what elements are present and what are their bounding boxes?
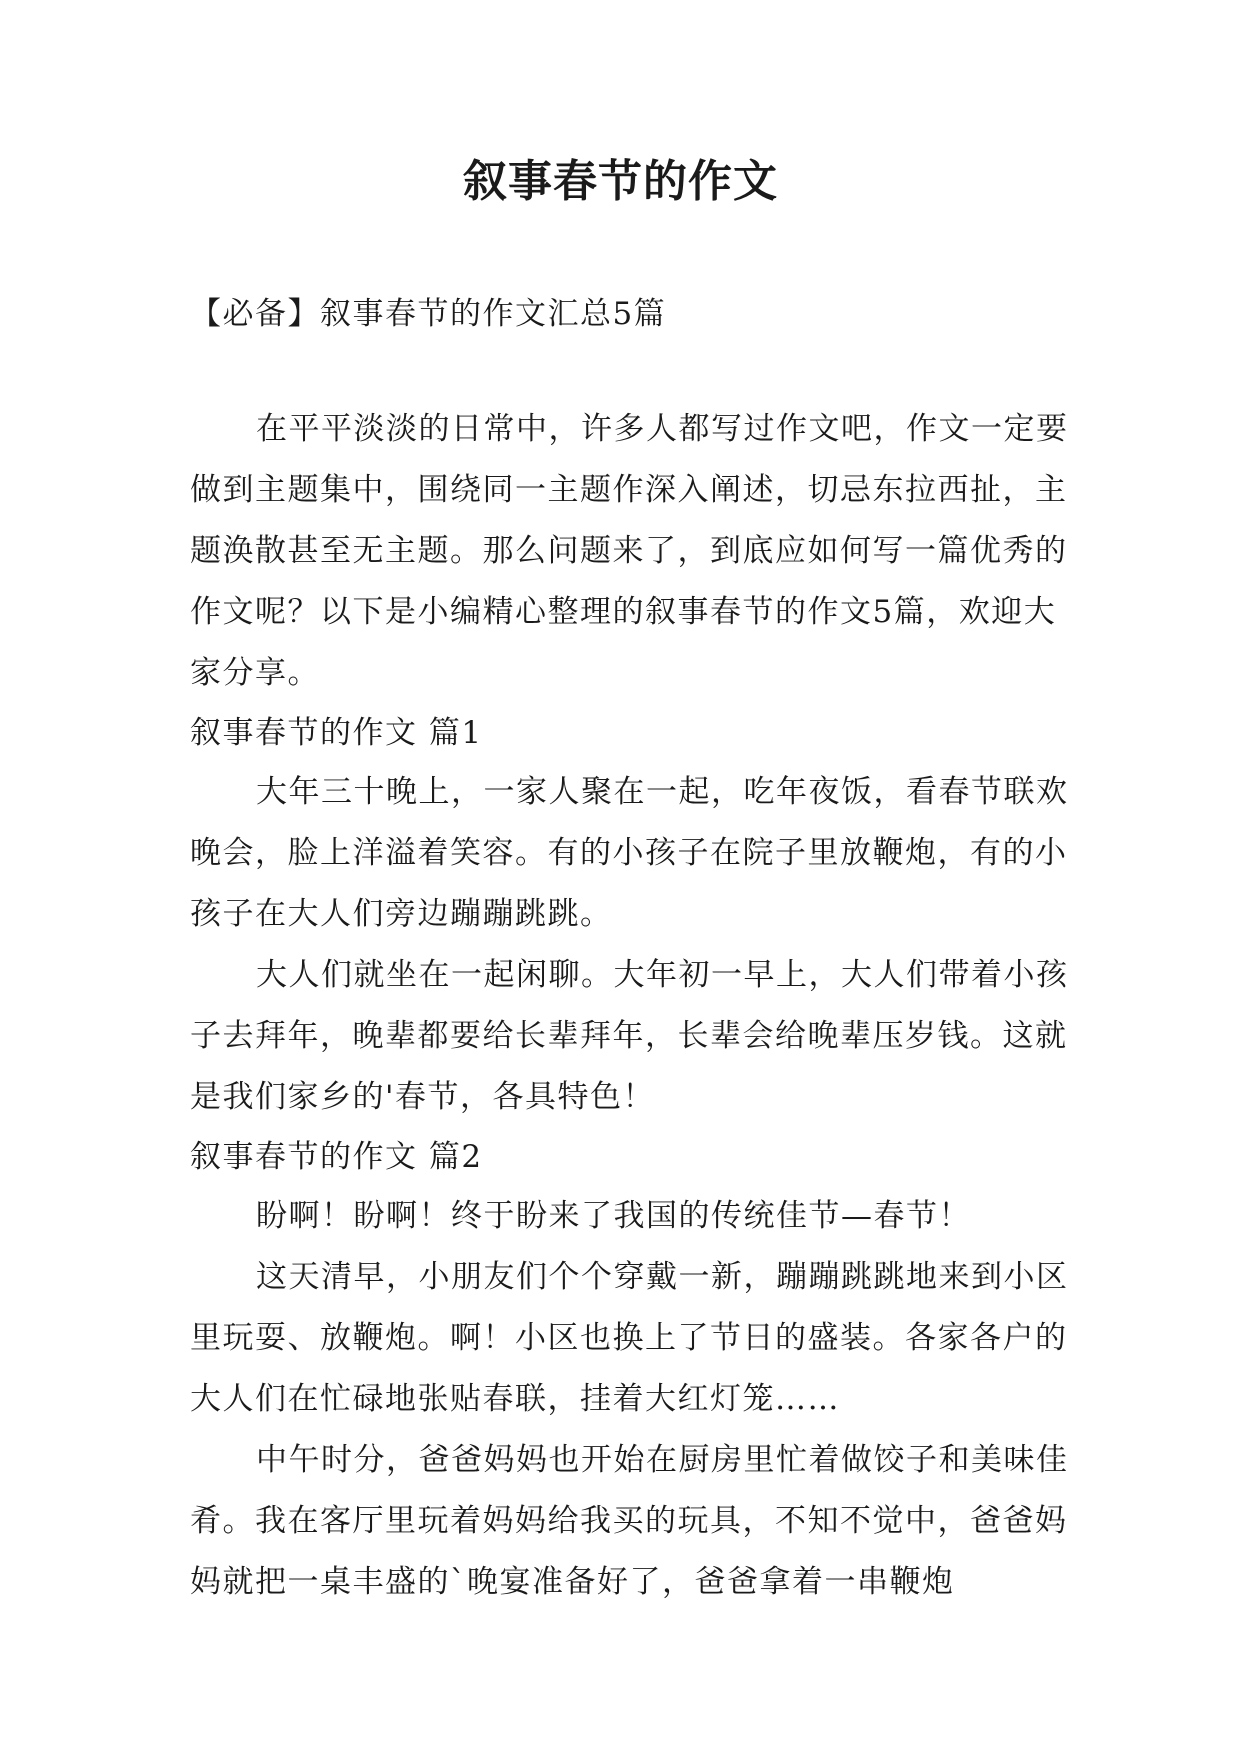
paragraph: 这天清早，小朋友们个个穿戴一新，蹦蹦跳跳地来到小区里玩耍、放鞭炮。啊！小区也换上了节日的盛装。各家各户的大人们在忙碌地张贴春联，挂着大红灯笼…… <box>190 1259 1069 1417</box>
document-title: 叙事春节的作文 <box>463 156 778 207</box>
paragraph: 中午时分，爸爸妈妈也开始在厨房里忙着做饺子和美味佳肴。我在客厅里玩着妈妈给我买的玩具，不知不觉中，爸爸妈妈就把一桌丰盛的`晚宴准备好了，爸爸拿着一串鞭炮 <box>190 1442 1069 1600</box>
section-heading-2: 叙事春节的作文 篇2 <box>190 1139 483 1175</box>
document-body <box>190 284 1070 1613</box>
document-subtitle: 【必备】叙事春节的作文汇总5篇 <box>190 296 667 332</box>
section-heading-1: 叙事春节的作文 篇1 <box>190 715 483 751</box>
paragraph: 大人们就坐在一起闲聊。大年初一早上，大人们带着小孩子去拜年，晚辈都要给长辈拜年，长辈会给晚辈压岁钱。这就是我们家乡的'春节，各具特色！ <box>190 957 1069 1115</box>
paragraph: 大年三十晚上，一家人聚在一起，吃年夜饭，看春节联欢晚会，脸上洋溢着笑容。有的小孩子在院子里放鞭炮，有的小孩子在大人们旁边蹦蹦跳跳。 <box>190 774 1069 932</box>
paragraph: 盼啊！盼啊！终于盼来了我国的传统佳节—春节！ <box>256 1198 971 1234</box>
paragraph-intro: 在平平淡淡的日常中，许多人都写过作文吧，作文一定要做到主题集中，围绕同一主题作深入阐述，切忌东拉西扯，主题涣散甚至无主题。那么问题来了，到底应如何写一篇优秀的作文呢？以下是小编精心整理的叙事春节的作文5篇，欢迎大家分享。 <box>190 411 1069 691</box>
